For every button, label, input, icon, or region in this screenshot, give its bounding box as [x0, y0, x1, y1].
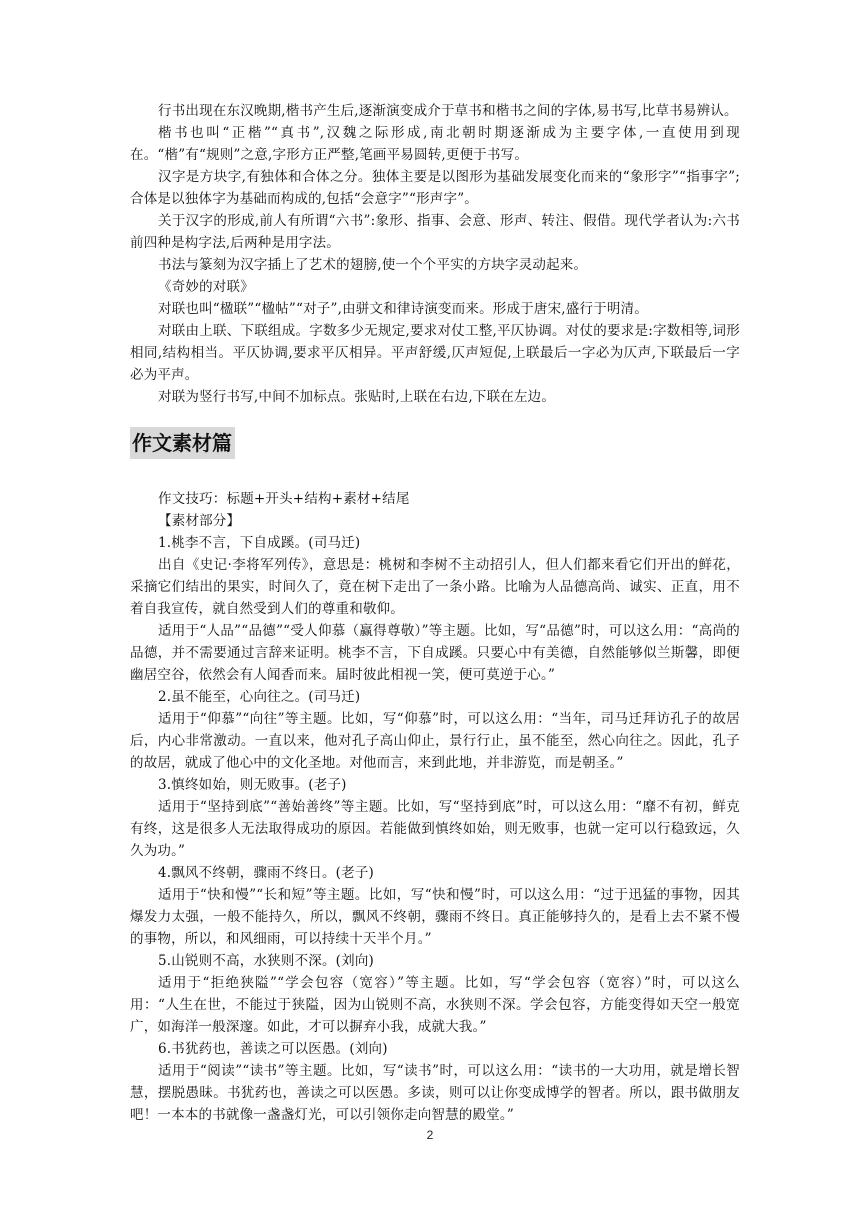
quote-1-explanation: 出自《史记·李将军列传》，意思是：桃树和李树不主动招引人，但人们都来看它们开出的鲜花，采摘它们结出的果实，时间久了，竟在树下走出了一条小路。比喻为人品德高尚、诚实、正直，用不着自我宣传，就自然受到人们的尊重和敬仰。: [130, 557, 740, 617]
quote-6-usage: 适用于“阅读”“读书”等主题。比如，写“读书”时，可以这么用：“读书的一大功用，就是增长智慧，摆脱愚昧。书犹药也，善读之可以医愚。多读，则可以让你变成博学的智者。所以，跟书做朋友吧！一本本的书就像一盏盏灯光，可以引领你走向智慧的殿堂。”: [130, 1063, 740, 1123]
page-number: 2: [426, 1128, 434, 1142]
quote-1-usage: 适用于“人品”“品德”“受人仰慕（赢得尊敬）”等主题。比如，写“品德”时，可以这么用：“高尚的品德，并不需要通过言辞来证明。桃李不言，下自成蹊。只要心中有美德，自然能够似兰斯馨，即便幽居空谷，依然会有人闻香而来。届时彼此相视一笑，便可莫逆于心。”: [130, 623, 740, 683]
quote-6-title: 6.书犹药也，善读之可以医愚。(刘向): [158, 1041, 388, 1057]
subsection-title-duilian: 《奇妙的对联》: [158, 279, 254, 295]
quote-3-usage: 适用于“坚持到底”“善始善终”等主题。比如，写“坚持到底”时，可以这么用：“靡不有初，鲜克有终，这是很多人无法取得成功的原因。若能做到慎终如始，则无败事，也就一定可以行稳致远，久久为功。”: [130, 799, 740, 859]
paragraph-duilian-rules: 对联由上联、下联组成。字数多少无规定,要求对仗工整,平仄协调。对仗的要求是:字数相等,词形相同,结构相当。平仄协调,要求平仄相异。平声舒缓,仄声短促,上联最后一字必为仄声,下联最后一字必为平声。: [130, 323, 740, 383]
paragraph-duilian-posting: 对联为竖行书写,中间不加标点。张贴时,上联在右边,下联在左边。: [158, 389, 556, 405]
paragraph-duilian-origin: 对联也叫“楹联”“楹帖”“对子”,由骈文和律诗演变而来。形成于唐宋,盛行于明清。: [158, 301, 648, 317]
section-heading: 作文素材篇: [130, 427, 235, 459]
paragraph-kaishu: 楷书也叫“正楷”“真书”,汉魏之际形成,南北朝时期逐渐成为主要字体,一直使用到现在。“楷”有“规则”之意,字形方正严整,笔画平易圆转,更便于书写。: [130, 125, 740, 163]
paragraph-fangkuaizi: 汉字是方块字,有独体和合体之分。独体主要是以图形为基础发展变化而来的“象形字”“指事字”;合体是以独体字为基础而构成的,包括“会意字”“形声字”。: [130, 169, 740, 207]
paragraph-xingshu: 行书出现在东汉晚期,楷书产生后,逐渐演变成介于草书和楷书之间的字体,易书写,比草书易辨认。: [158, 103, 738, 119]
calligraphy-couplets-section: [130, 100, 740, 408]
quote-1-title: 1.桃李不言，下自成蹊。(司马迁): [158, 535, 361, 551]
writing-tips: 作文技巧：标题+开头+结构+素材+结尾: [158, 491, 410, 507]
quote-4-usage: 适用于“快和慢”“长和短”等主题。比如，写“快和慢”时，可以这么用：“过于迅猛的事物，因其爆发力太强，一般不能持久，所以，飘风不终朝，骤雨不终日。真正能够持久的，是看上去不紧不慢的事物，所以，和风细雨，可以持续十天半个月。”: [130, 887, 740, 947]
quote-4-title: 4.飘风不终朝，骤雨不终日。(老子): [158, 865, 375, 881]
paragraph-shufa: 书法与篆刻为汉字插上了艺术的翅膀,使一个个平实的方块字灵动起来。: [158, 257, 588, 273]
material-part-label: 【素材部分】: [158, 513, 241, 529]
quote-5-usage: 适用于“拒绝狭隘”“学会包容（宽容）”等主题。比如，写“学会包容（宽容）”时，可以这么用：“人生在世，不能过于狭隘，因为山锐则不高，水狭则不深。学会包容，方能变得如天空一般宽广，如海洋一般深邃。如此，才可以摒弃小我，成就大我。”: [130, 975, 740, 1035]
composition-material-section: [130, 488, 740, 1126]
quote-5-title: 5.山锐则不高，水狭则不深。(刘向): [158, 953, 375, 969]
quote-2-usage: 适用于“仰慕”“向往”等主题。比如，写“仰慕”时，可以这么用：“当年，司马迁拜访孔子的故居后，内心非常激动。一直以来，他对孔子高山仰止，景行行止，虽不能至，然心向往之。因此，孔子的故居，就成了他心中的文化圣地。对他而言，来到此地，并非游览，而是朝圣。”: [130, 711, 740, 771]
quote-3-title: 3.慎终如始，则无败事。(老子): [158, 777, 347, 793]
quote-2-title: 2.虽不能至，心向往之。(司马迁): [158, 689, 361, 705]
paragraph-liushu: 关于汉字的形成,前人有所谓“六书”:象形、指事、会意、形声、转注、假借。现代学者认为:六书前四种是构字法,后两种是用字法。: [130, 213, 740, 251]
